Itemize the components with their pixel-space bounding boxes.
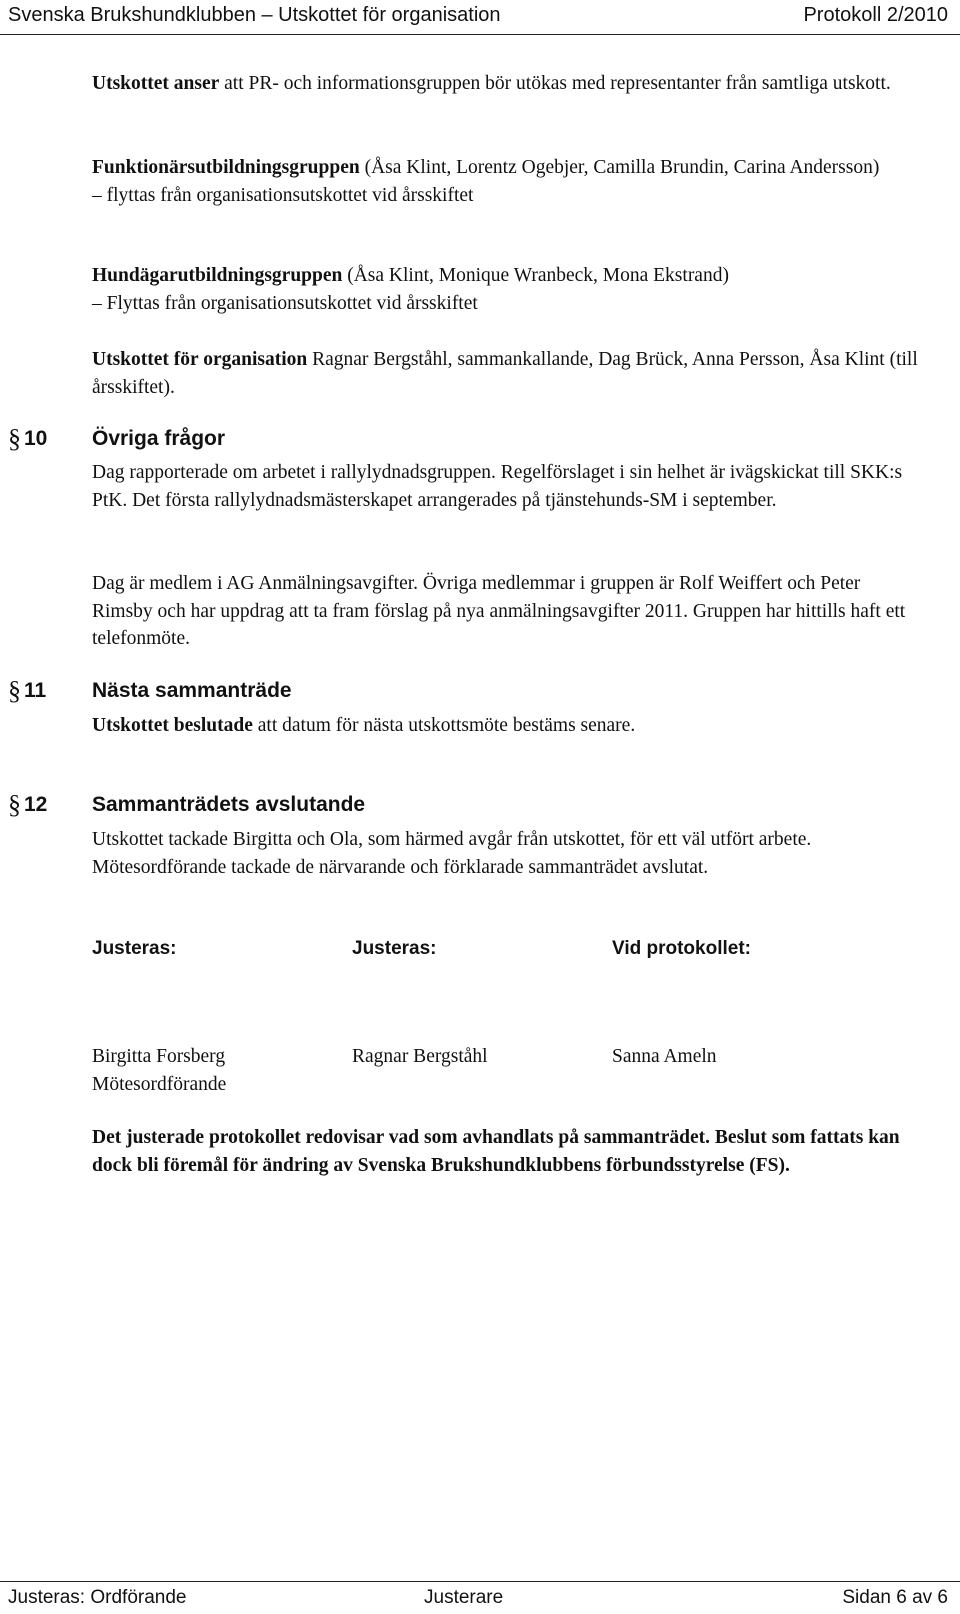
signature-label-secretary: Vid protokollet:: [612, 938, 751, 959]
signature-name-secretary: Sanna Ameln: [612, 1046, 717, 1067]
paragraph-text: Ragnar Bergståhl, sammankallande, Dag Brück, Anna Persson, Åsa Klint (till årsskiftet).: [92, 349, 918, 398]
paragraph-hundagar-group: [92, 262, 922, 317]
section-title: Övriga frågor: [92, 427, 226, 450]
paragraph-text: att datum för nästa utskottsmöte bestäms senare.: [252, 715, 636, 736]
paragraph-committee-members: [92, 346, 922, 401]
section-number: 11: [24, 679, 47, 702]
page-footer: [0, 1581, 960, 1614]
section-mark: §: [8, 790, 21, 819]
paragraph-lead: Hundägarutbildningsgruppen: [92, 265, 343, 286]
section-heading-10: [0, 424, 960, 456]
section-number: 12: [24, 793, 48, 816]
paragraph-text: (Åsa Klint, Lorentz Ogebjer, Camilla Brundin, Carina Andersson): [359, 157, 880, 178]
section-number: 10: [24, 427, 48, 450]
footer-center: Justerare: [424, 1587, 504, 1608]
section-12-paragraph: Utskottet tackade Birgitta och Ola, som härmed avgår från utskottet, för ett väl utfört arbete. Mötesordförande tackade de närvarande och förklarade sammanträdet avslutat.: [92, 829, 812, 878]
paragraph-note: – Flyttas från organisationsutskottet vid årsskiftet: [92, 292, 478, 314]
footer-page-number: Sidan 6 av 6: [842, 1587, 948, 1608]
section-heading-11: [0, 676, 960, 708]
section-title: Nästa sammanträde: [92, 679, 292, 702]
signature-label-chair: Justeras:: [92, 938, 177, 959]
paragraph-lead: Utskottet för organisation: [92, 349, 308, 370]
paragraph-pr-group: [92, 70, 922, 98]
section-11-paragraph: [92, 712, 922, 740]
header-protocol-number: Protokoll 2/2010: [803, 4, 948, 26]
paragraph-text: att PR- och informationsgruppen bör utökas med representanter från samtliga utskott.: [219, 73, 891, 94]
paragraph-lead: Funktionärsutbildningsgruppen: [92, 157, 360, 178]
section-10-paragraph-2: Dag är medlem i AG Anmälningsavgifter. Övriga medlemmar i gruppen är Rolf Weiffert och Peter Rimsby och har uppdrag att ta fram förslag på nya anmälningsavgifter 2011. Gruppen har hittills haft ett telefonmöte.: [92, 573, 906, 649]
signature-name-adjuster: Ragnar Bergståhl: [352, 1046, 488, 1067]
paragraph-text: (Åsa Klint, Monique Wranbeck, Mona Ekstrand): [342, 265, 729, 286]
paragraph-lead: Utskottet beslutade: [92, 715, 253, 736]
paragraph-note: – flyttas från organisationsutskottet vid årsskiftet: [92, 184, 474, 206]
paragraph-funktionar-group: [92, 154, 922, 209]
footer-left: Justeras: Ordförande: [8, 1587, 187, 1608]
signature-role-chair: Mötesordförande: [92, 1074, 227, 1095]
header-title: Svenska Brukshundklubben – Utskottet för organisation: [8, 4, 501, 26]
section-heading-12: [0, 790, 960, 822]
signature-name-chair: Birgitta Forsberg: [92, 1046, 226, 1067]
signature-label-adjuster: Justeras:: [352, 938, 437, 959]
section-10-paragraph-1: Dag rapporterade om arbetet i rallylydnadsgruppen. Regelförslaget i sin helhet är ivägskickat till SKK:s PtK. Det första rallylydnadsmästerskapet arrangerades på tjänstehunds-SM i september.: [92, 462, 903, 511]
section-mark: §: [8, 424, 21, 453]
section-title: Sammanträdets avslutande: [92, 793, 366, 816]
adjustment-note: Det justerade protokollet redovisar vad som avhandlats på sammanträdet. Beslut som fattats kan dock bli föremål för ändring av Svenska Brukshundklubbens förbundsstyrelse (FS).: [92, 1127, 900, 1176]
section-mark: §: [8, 676, 21, 705]
paragraph-lead: Utskottet anser: [92, 73, 220, 94]
page-header: [0, 0, 960, 35]
